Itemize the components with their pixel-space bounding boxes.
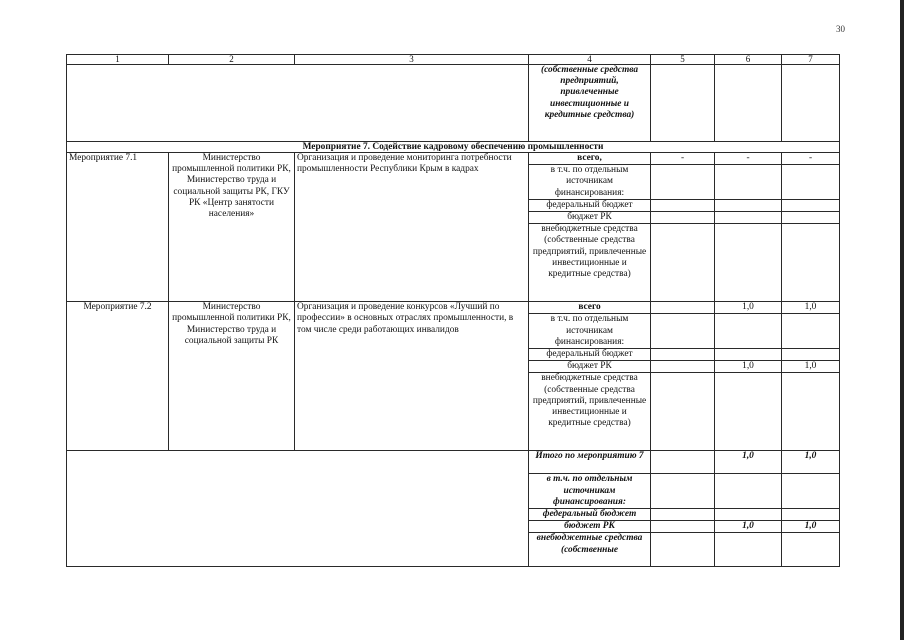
value-cell	[651, 199, 715, 211]
table-row	[67, 451, 840, 474]
value-cell	[715, 474, 782, 509]
column-number: 4	[529, 55, 651, 65]
value-cell: 1,0	[715, 451, 782, 474]
value-cell	[782, 474, 840, 509]
scan-edge	[900, 0, 904, 640]
section-title: Мероприятие 7. Содействие кадровому обеспечению промышленности	[67, 142, 840, 153]
value-cell	[715, 349, 782, 361]
activity-name: Организация и проведение конкурсов «Лучший по профессии» в основных отраслях промышленности, в том числе среди работающих инвалидов	[295, 302, 529, 451]
source-label: в т.ч. по отдельным источникам финансирования:	[529, 474, 651, 509]
value-cell	[782, 533, 840, 567]
value-cell	[651, 509, 715, 521]
value-cell	[651, 314, 715, 349]
table-cell	[782, 65, 840, 142]
column-number: 2	[169, 55, 295, 65]
column-number: 3	[295, 55, 529, 65]
value-cell	[651, 474, 715, 509]
value-cell: -	[651, 153, 715, 165]
activity-executors: Министерство промышленной политики РК, Министерство труда и социальной защиты РК, ГКУ РК «Центр занятости населения»	[169, 153, 295, 302]
section-row	[67, 142, 840, 153]
table-row	[67, 302, 840, 314]
source-label: всего	[529, 302, 651, 314]
value-cell	[715, 533, 782, 567]
table-cell	[715, 65, 782, 142]
value-cell	[651, 212, 715, 224]
value-cell	[651, 349, 715, 361]
value-cell	[651, 373, 715, 451]
value-cell	[715, 199, 782, 211]
value-cell	[651, 302, 715, 314]
budget-table	[66, 54, 840, 567]
value-cell	[782, 509, 840, 521]
activity-id: Мероприятие 7.2	[67, 302, 169, 451]
table-cell	[651, 65, 715, 142]
value-cell	[651, 533, 715, 567]
carryover-blank	[67, 65, 529, 142]
carryover-row	[67, 65, 840, 142]
value-cell	[715, 212, 782, 224]
column-number: 5	[651, 55, 715, 65]
value-cell	[782, 165, 840, 200]
column-number-row	[67, 55, 840, 65]
source-label: в т.ч. по отдельным источникам финансирования:	[529, 165, 651, 200]
value-cell: 1,0	[782, 361, 840, 373]
value-cell	[651, 451, 715, 474]
activity-name: Организация и проведение мониторинга потребности промышленности Республики Крым в кадрах	[295, 153, 529, 302]
source-label: внебюджетные средства (собственные средства предприятий, привлеченные инвестиционные и кредитные средства)	[529, 373, 651, 451]
carryover-source-label: (собственные средства предприятий, привлеченные инвестиционные и кредитные средства)	[529, 65, 651, 142]
activity-id: Мероприятие 7.1	[67, 153, 169, 302]
table-row	[67, 153, 840, 165]
source-label: внебюджетные средства (собственные средства предприятий, привлеченные инвестиционные и кредитные средства)	[529, 224, 651, 302]
value-cell	[782, 199, 840, 211]
value-cell: 1,0	[782, 521, 840, 533]
source-label: федеральный бюджет	[529, 349, 651, 361]
source-label: федеральный бюджет	[529, 199, 651, 211]
total-blank	[67, 451, 529, 567]
value-cell	[651, 224, 715, 302]
value-cell	[782, 349, 840, 361]
value-cell	[715, 165, 782, 200]
value-cell	[715, 373, 782, 451]
value-cell	[782, 314, 840, 349]
value-cell	[782, 212, 840, 224]
value-cell: 1,0	[715, 361, 782, 373]
source-label: Итого по мероприятию 7	[529, 451, 651, 474]
value-cell	[782, 224, 840, 302]
activity-executors: Министерство промышленной политики РК, Министерство труда и социальной защиты РК	[169, 302, 295, 451]
value-cell: 1,0	[782, 302, 840, 314]
value-cell: -	[782, 153, 840, 165]
value-cell	[715, 224, 782, 302]
page-number: 30	[836, 24, 845, 34]
source-label: внебюджетные средства (собственные	[529, 533, 651, 567]
column-number: 7	[782, 55, 840, 65]
source-label: бюджет РК	[529, 521, 651, 533]
source-label: бюджет РК	[529, 212, 651, 224]
column-number: 6	[715, 55, 782, 65]
source-label: бюджет РК	[529, 361, 651, 373]
value-cell	[715, 314, 782, 349]
source-label: всего,	[529, 153, 651, 165]
source-label: федеральный бюджет	[529, 509, 651, 521]
value-cell	[651, 361, 715, 373]
value-cell	[715, 509, 782, 521]
value-cell	[651, 165, 715, 200]
value-cell: 1,0	[782, 451, 840, 474]
source-label: в т.ч. по отдельным источникам финансирования:	[529, 314, 651, 349]
column-number: 1	[67, 55, 169, 65]
value-cell: 1,0	[715, 521, 782, 533]
value-cell: 1,0	[715, 302, 782, 314]
value-cell	[782, 373, 840, 451]
value-cell: -	[715, 153, 782, 165]
value-cell	[651, 521, 715, 533]
